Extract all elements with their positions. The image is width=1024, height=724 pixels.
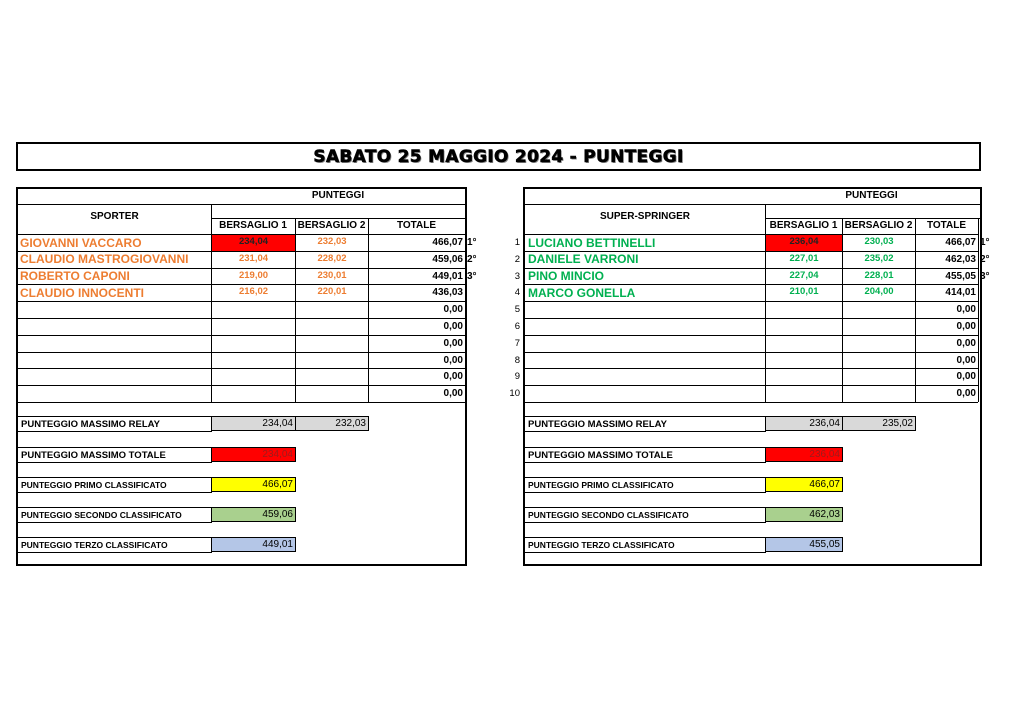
- category-label: SUPER-SPRINGER: [599, 211, 690, 222]
- competitor-name: LUCIANO BETTINELLI: [528, 235, 656, 250]
- bersaglio-1-score: [212, 319, 295, 335]
- title-banner: [16, 142, 981, 171]
- max-totale-label: PUNTEGGIO MASSIMO TOTALE: [21, 450, 166, 461]
- totale-score: 414,01: [945, 287, 976, 299]
- competitor-name: ROBERTO CAPONI: [20, 269, 130, 284]
- competitor-name: CLAUDIO INNOCENTI: [20, 285, 144, 300]
- col-header-totale: TOTALE: [926, 220, 967, 231]
- totale-score: 0,00: [443, 304, 463, 316]
- col-header-bersaglio-1: BERSAGLIO 1: [769, 220, 838, 231]
- bersaglio-1-score: 219,00: [238, 269, 269, 281]
- bersaglio-1-score: 227,01: [789, 252, 819, 264]
- max-relay-value: 236,04: [765, 416, 843, 431]
- row-index: 6: [514, 321, 520, 332]
- terzo-classificato-label: PUNTEGGIO TERZO CLASSIFICATO: [21, 540, 168, 550]
- rank-label: 2°: [980, 253, 990, 265]
- divider: [525, 204, 980, 205]
- totale-score: 466,07: [432, 237, 463, 248]
- totale-score: 436,03: [432, 287, 463, 299]
- table-row: [525, 335, 980, 352]
- totale-score: 0,00: [443, 354, 463, 366]
- secondo-classificato-label: PUNTEGGIO SECONDO CLASSIFICATO: [528, 510, 689, 520]
- totale-score: 0,00: [443, 321, 463, 332]
- bersaglio-1-score: [766, 353, 842, 369]
- bersaglio-1-score: [766, 386, 842, 402]
- bersaglio-1-score: 234,04: [212, 235, 295, 251]
- totale-score: 0,00: [443, 337, 463, 349]
- bersaglio-1-score: 231,04: [238, 252, 269, 264]
- page-title: SABATO 25 MAGGIO 2024 - PUNTEGGI: [313, 146, 684, 167]
- col-header-bersaglio-2: BERSAGLIO 2: [844, 220, 913, 231]
- primo-classificato-label: PUNTEGGIO PRIMO CLASSIFICATO: [528, 480, 674, 490]
- group-header: PUNTEGGI: [845, 190, 898, 201]
- max-relay-label: PUNTEGGIO MASSIMO RELAY: [21, 419, 160, 430]
- bersaglio-1-score: [212, 353, 295, 369]
- max-relay-value: 234,04: [211, 416, 296, 431]
- competitor-name: DANIELE VARRONI: [528, 252, 639, 267]
- terzo-classificato-label: PUNTEGGIO TERZO CLASSIFICATO: [528, 540, 675, 550]
- divider: [18, 204, 465, 205]
- super-springer-panel: [509, 187, 990, 566]
- sporter-panel: [16, 187, 477, 566]
- bersaglio-1-score: [766, 336, 842, 352]
- divider: [765, 218, 980, 219]
- bersaglio-2-score: 228,01: [864, 269, 894, 281]
- totale-score: 455,05: [945, 270, 976, 282]
- max-totale-label: PUNTEGGIO MASSIMO TOTALE: [528, 450, 673, 461]
- totale-score: 449,01: [432, 270, 463, 282]
- bersaglio-1-score: [766, 302, 842, 318]
- totale-score: 0,00: [443, 371, 463, 383]
- table-row: [525, 301, 980, 318]
- bersaglio-2-score: 235,02: [864, 252, 894, 264]
- column-divider: [465, 218, 466, 402]
- secondo-classificato-value: 459,06: [211, 507, 296, 522]
- max-totale-value: 236,04: [765, 447, 843, 462]
- rank-label: 2°: [467, 253, 477, 265]
- rank-label: 1°: [980, 237, 990, 248]
- bersaglio-2-score: 230,01: [317, 269, 347, 281]
- totale-score: 0,00: [956, 304, 976, 316]
- terzo-classificato-value: 455,05: [765, 537, 843, 552]
- table-row: [525, 318, 980, 335]
- bersaglio-2-score: 232,03: [317, 236, 347, 247]
- bersaglio-1-score: 236,04: [766, 235, 842, 251]
- totale-score: 0,00: [956, 371, 976, 383]
- bersaglio-2-score: 228,02: [317, 252, 347, 264]
- row-index: 3: [514, 270, 520, 282]
- secondo-classificato-value: 462,03: [765, 507, 843, 522]
- rank-label: 3°: [467, 270, 477, 282]
- bersaglio-1-score: 227,04: [789, 269, 819, 281]
- secondo-classificato-label: PUNTEGGIO SECONDO CLASSIFICATO: [21, 510, 182, 520]
- rank-label: 1°: [467, 237, 477, 248]
- bersaglio-1-score: [212, 386, 295, 402]
- bersaglio-2-score: 220,01: [317, 286, 347, 298]
- table-row: [525, 385, 980, 402]
- bersaglio-2-score: 204,00: [864, 286, 894, 298]
- bersaglio-1-score: [212, 369, 295, 385]
- bersaglio-1-score: 210,01: [789, 286, 819, 298]
- competitor-name: CLAUDIO MASTROGIOVANNI: [20, 252, 189, 267]
- max-totale-value: 234,04: [211, 447, 296, 462]
- bersaglio-2-score: 230,03: [864, 236, 894, 247]
- category-label: SPORTER: [90, 211, 139, 222]
- max-relay-value: 235,02: [842, 416, 916, 431]
- competitor-name: GIOVANNI VACCARO: [20, 235, 142, 250]
- bersaglio-1-score: [212, 302, 295, 318]
- row-index: 1: [514, 237, 520, 248]
- totale-score: 0,00: [956, 388, 976, 400]
- row-divider: [18, 402, 465, 403]
- competitor-name: PINO MINCIO: [528, 269, 605, 284]
- bersaglio-1-score: 216,02: [238, 286, 269, 298]
- primo-classificato-value: 466,07: [211, 477, 296, 492]
- totale-score: 0,00: [956, 354, 976, 366]
- col-header-bersaglio-2: BERSAGLIO 2: [297, 220, 366, 231]
- terzo-classificato-value: 449,01: [211, 537, 296, 552]
- max-relay-value: 232,03: [295, 416, 369, 431]
- primo-classificato-label: PUNTEGGIO PRIMO CLASSIFICATO: [21, 480, 167, 490]
- totale-score: 0,00: [443, 388, 463, 400]
- totale-score: 462,03: [945, 253, 976, 265]
- col-header-bersaglio-1: BERSAGLIO 1: [219, 220, 287, 231]
- bersaglio-1-score: [212, 336, 295, 352]
- competitor-name: MARCO GONELLA: [528, 285, 636, 300]
- max-relay-label: PUNTEGGIO MASSIMO RELAY: [528, 419, 667, 430]
- col-header-totale: TOTALE: [396, 220, 437, 231]
- row-index: 4: [514, 287, 520, 299]
- totale-score: 459,06: [432, 253, 463, 265]
- divider: [211, 218, 465, 219]
- row-index: 9: [514, 371, 520, 383]
- primo-classificato-value: 466,07: [765, 477, 843, 492]
- row-divider: [525, 402, 978, 403]
- row-index: 7: [514, 337, 520, 349]
- bersaglio-1-score: [766, 369, 842, 385]
- bersaglio-1-score: [766, 319, 842, 335]
- row-index: 10: [509, 388, 520, 400]
- row-index: 5: [514, 304, 520, 316]
- row-index: 8: [514, 354, 520, 366]
- totale-score: 0,00: [956, 337, 976, 349]
- rank-label: 3°: [980, 270, 990, 282]
- group-header: PUNTEGGI: [311, 190, 365, 201]
- totale-score: 466,07: [945, 237, 976, 248]
- table-row: [525, 352, 980, 369]
- table-row: [525, 368, 980, 385]
- row-index: 2: [514, 253, 520, 265]
- totale-score: 0,00: [956, 321, 976, 332]
